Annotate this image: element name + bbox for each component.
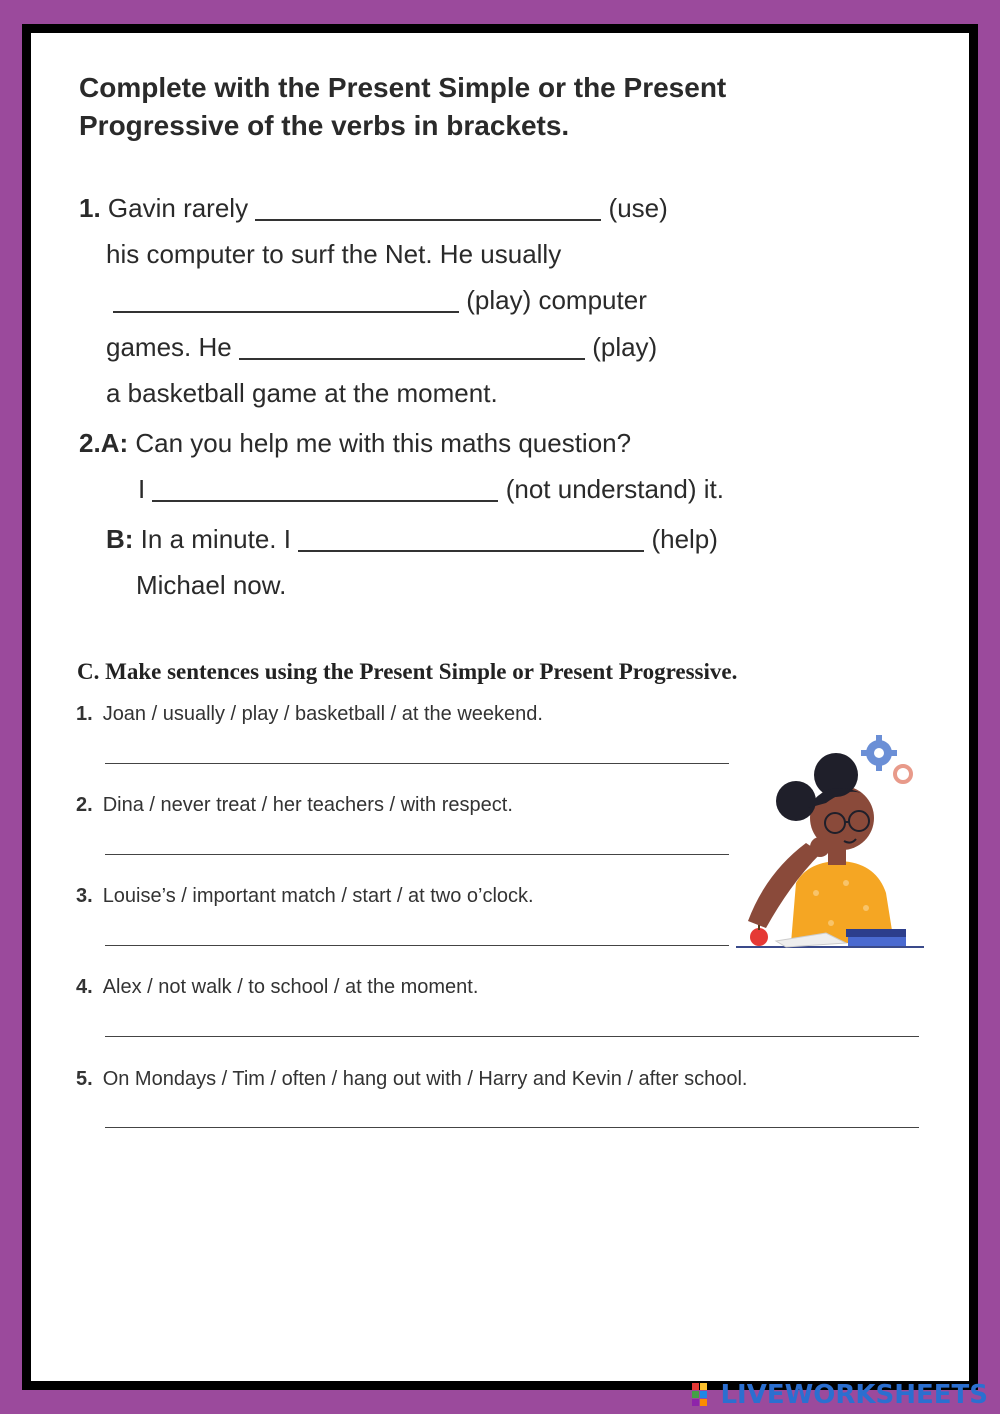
q2-line3 — [106, 524, 718, 555]
c-item-text: Alex / not walk / to school / at the moment. — [102, 976, 479, 998]
q2-line2 — [138, 474, 724, 505]
q1-line1 — [79, 193, 668, 224]
c-item-text: Louise’s / important match / start / at two o’clock. — [102, 885, 534, 907]
q2-blank-2[interactable] — [298, 528, 644, 552]
gear-icon — [861, 735, 911, 782]
c-item-5 — [76, 1068, 747, 1091]
q2-speaker-b: B: — [106, 524, 134, 554]
q2-text-c: Michael now. — [136, 570, 287, 600]
q2-blank-1[interactable] — [152, 478, 498, 502]
q1-text-b: his computer to surf the Net. He usually — [106, 239, 562, 269]
q1-blank-2[interactable] — [113, 289, 459, 313]
c-item-number: 2. — [76, 794, 93, 816]
q2-text-a: Can you help me with this maths question? — [135, 428, 632, 458]
q2-text-b: In a minute. I — [140, 524, 291, 554]
liveworksheets-logo-text: LIVEWORKSHEETS — [720, 1380, 988, 1410]
c-item-number: 5. — [76, 1068, 93, 1090]
q1-blank-1[interactable] — [255, 197, 601, 221]
q1-line4 — [106, 332, 657, 363]
c-item-3 — [76, 885, 534, 908]
q2-verb-help: (help) — [651, 524, 718, 554]
q1-text-a: Gavin rarely — [107, 193, 249, 223]
c-answer-line-1[interactable] — [105, 763, 729, 764]
q1-verb-play-2: (play) — [592, 332, 658, 362]
c-item-text: Dina / never treat / her teachers / with respect. — [102, 794, 513, 816]
c-item-text: Joan / usually / play / basketball / at the weekend. — [102, 703, 543, 725]
c-item-text: On Mondays / Tim / often / hang out with / Harry and Kevin / after school. — [102, 1068, 748, 1090]
c-answer-line-3[interactable] — [105, 945, 729, 946]
q1-text-c: games. He — [106, 332, 232, 362]
q2-line1 — [79, 428, 631, 459]
liveworksheets-logo-icon — [692, 1383, 716, 1407]
c-item-4 — [76, 976, 478, 999]
c-answer-line-5[interactable] — [105, 1127, 919, 1128]
q1-verb-use: (use) — [608, 193, 668, 223]
worksheet-frame — [22, 24, 978, 1390]
worksheet-paper — [31, 33, 969, 1381]
q1-text-d: a basketball game at the moment. — [106, 378, 498, 408]
q1-blank-3[interactable] — [239, 336, 585, 360]
c-answer-line-4[interactable] — [105, 1036, 919, 1037]
q1-number: 1. — [79, 193, 101, 223]
q2-number: 2. — [79, 428, 101, 458]
thinking-girl-illustration — [736, 733, 926, 951]
q1-verb-play-1: (play) computer — [466, 285, 647, 315]
c-answer-line-2[interactable] — [105, 854, 729, 855]
c-item-number: 1. — [76, 703, 93, 725]
instructions-title: Complete with the Present Simple or the Present Progressive of the verbs in brackets. — [79, 72, 727, 141]
liveworksheets-logo — [692, 1380, 988, 1410]
c-item-number: 3. — [76, 885, 93, 907]
q1-line3 — [113, 285, 647, 316]
section-c-heading: C. Make sentences using the Present Simple or Present Progressive. — [77, 659, 738, 684]
q2-verb-not-understand: (not understand) it. — [505, 474, 724, 504]
q2-text-i: I — [138, 474, 146, 504]
c-item-2 — [76, 794, 513, 817]
c-item-number: 4. — [76, 976, 93, 998]
c-item-1 — [76, 703, 543, 726]
q2-speaker-a: A: — [100, 428, 129, 458]
